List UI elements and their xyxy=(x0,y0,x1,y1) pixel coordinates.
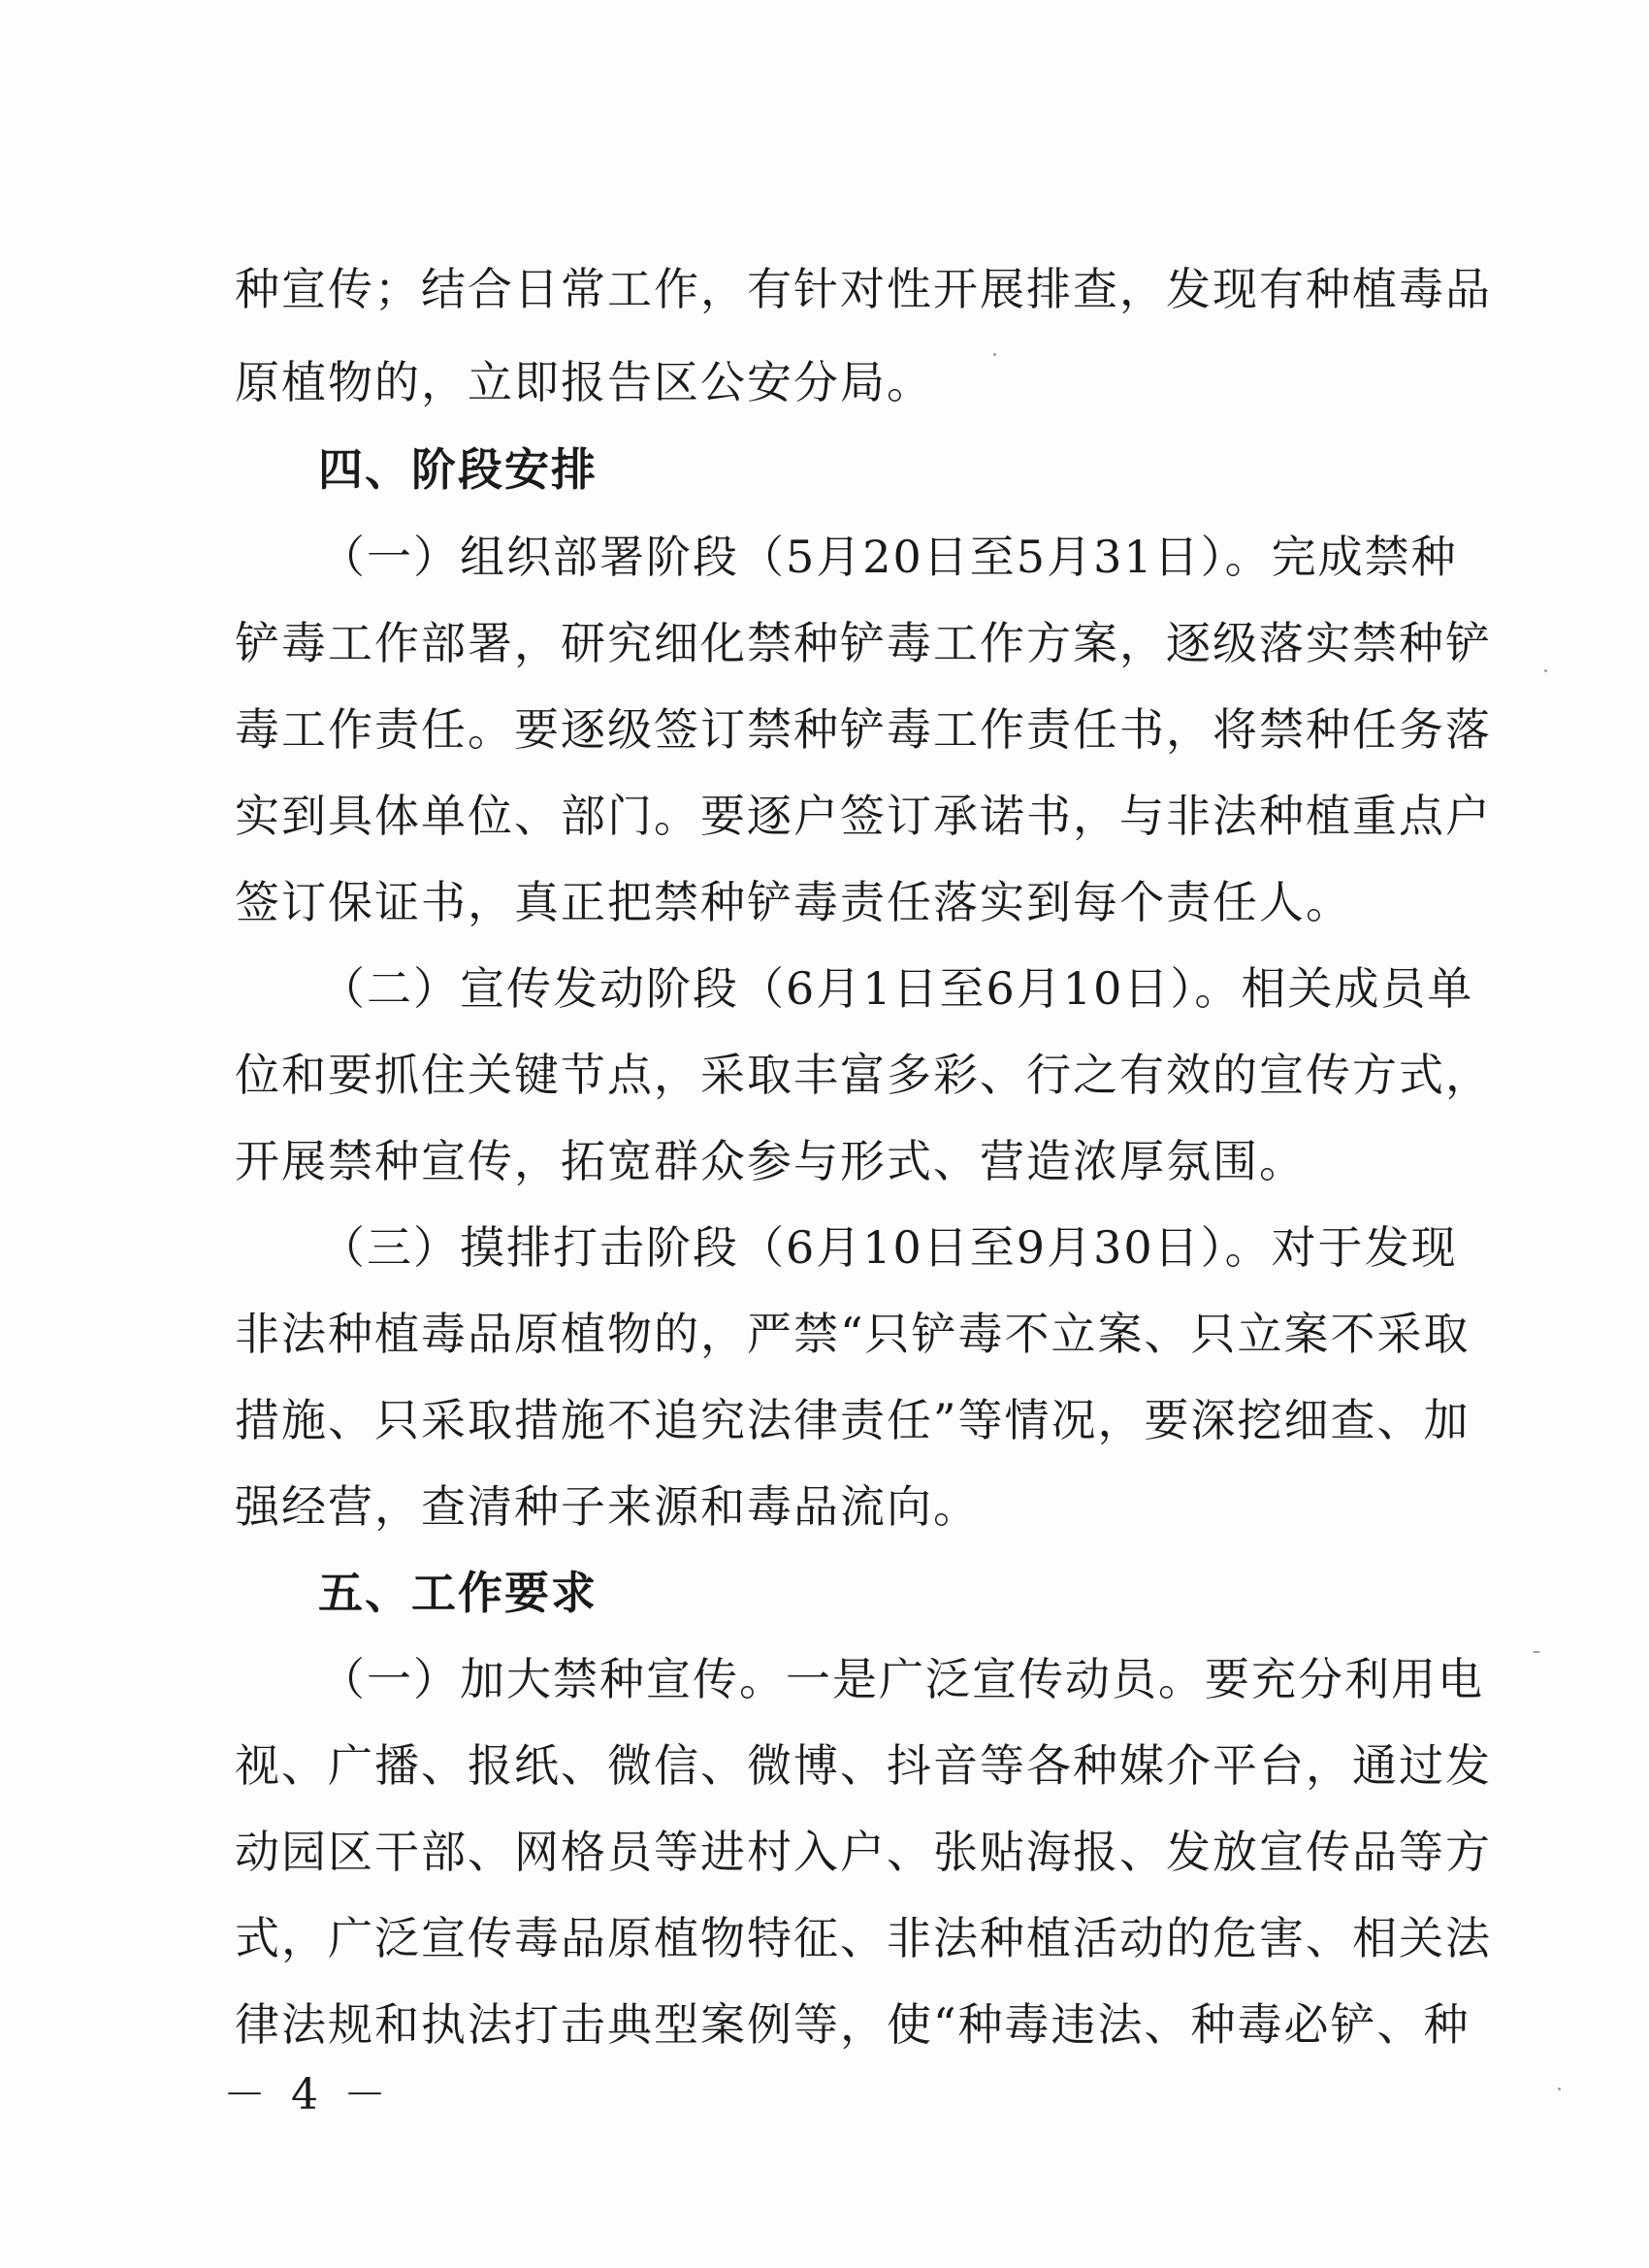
body-text-line: 开展禁种宣传，拓宽群众参与形式、营造浓厚氛围。 xyxy=(235,1135,1306,1187)
scan-speck xyxy=(1558,2088,1561,2090)
scan-speck xyxy=(993,353,996,356)
body-text-line: 位和要抓住关键节点，采取丰富多彩、行之有效的宣传方式， xyxy=(235,1049,1492,1101)
body-text-line: （二）宣传发动阶段（6月1日至6月10日）。相关成员单 xyxy=(320,962,1474,1015)
section-heading: 四、阶段安排 xyxy=(318,443,598,496)
body-text-line: （一）组织部署阶段（5月20日至5月31日）。完成禁种 xyxy=(320,531,1458,583)
body-text-line: 律法规和执法打击典型案例等，使“种毒违法、种毒必铲、种 xyxy=(235,1998,1471,2051)
body-text-line: 铲毒工作部署，研究细化禁种铲毒工作方案，逐级落实禁种铲 xyxy=(235,617,1492,669)
body-text-line: 措施、只采取措施不追究法律责任”等情况，要深挖细查、加 xyxy=(235,1394,1471,1446)
body-text-line: （三）摸排打击阶段（6月10日至9月30日）。对于发现 xyxy=(320,1221,1458,1274)
body-text-line: 视、广播、报纸、微信、微博、抖音等各种媒介平台，通过发 xyxy=(235,1739,1492,1792)
body-text-line: 实到具体单位、部门。要逐户签订承诺书，与非法种植重点户 xyxy=(235,790,1492,842)
body-text-line: 强经营，查清种子来源和毒品流向。 xyxy=(235,1480,980,1533)
body-text-line: 非法种植毒品原植物的，严禁“只铲毒不立案、只立案不采取 xyxy=(235,1308,1471,1360)
body-text-line: 种宣传；结合日常工作，有针对性开展排查，发现有种植毒品 xyxy=(235,263,1492,315)
page-number: － 4 － xyxy=(223,2070,392,2120)
body-text-line: （一）加大禁种宣传。一是广泛宣传动员。要充分利用电 xyxy=(320,1653,1484,1705)
scan-speck xyxy=(1544,669,1547,672)
body-text-line: 毒工作责任。要逐级签订禁种铲毒工作责任书，将禁种任务落 xyxy=(235,703,1492,756)
body-text-line: 原植物的，立即报告区公安分局。 xyxy=(235,356,933,408)
scan-speck xyxy=(1533,1651,1540,1653)
body-text-line: 式，广泛宣传毒品原植物特征、非法种植活动的危害、相关法 xyxy=(235,1912,1492,1964)
body-text-line: 签订保证书，真正把禁种铲毒责任落实到每个责任人。 xyxy=(235,876,1352,928)
body-text-line: 动园区干部、网格员等进村入户、张贴海报、发放宣传品等方 xyxy=(235,1826,1492,1878)
section-heading: 五、工作要求 xyxy=(318,1567,598,1619)
